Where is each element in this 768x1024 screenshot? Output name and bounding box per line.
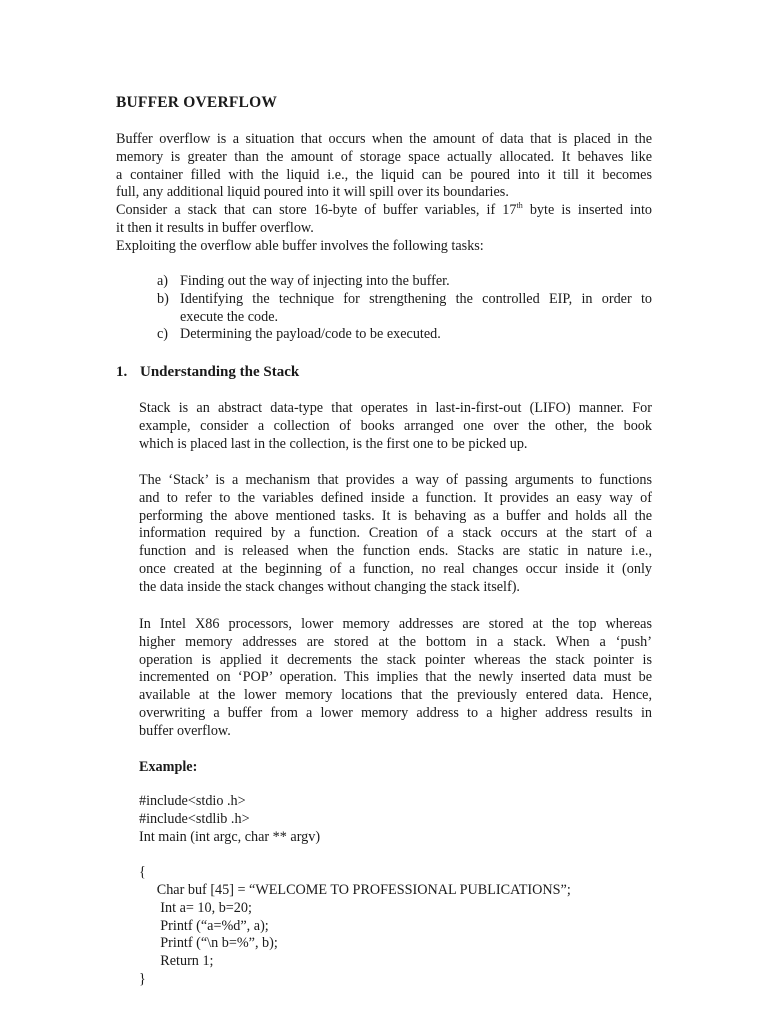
paragraph-line: example, consider a collection of books arranged one over the other, the book bbox=[139, 417, 652, 434]
intro-paragraph bbox=[116, 131, 652, 256]
paragraph-line: available at the lower memory locations that the previously entered data. Hence, bbox=[139, 687, 652, 704]
paragraph-line: function and is released when the function ends. Stacks are static in nature i.e., bbox=[139, 543, 652, 560]
exploiting-line: Exploiting the overflow able buffer involves the following tasks: bbox=[116, 237, 484, 254]
paragraph-line: incremented on ‘POP’ operation. This implies that the newly inserted data must be bbox=[139, 669, 652, 686]
paragraph-line: The ‘Stack’ is a mechanism that provides a way of passing arguments to functions bbox=[139, 472, 652, 488]
paragraph-line: Stack is an abstract data-type that operates in last-in-first-out (LIFO) manner. For bbox=[139, 400, 652, 416]
code-line: #include<stdio .h> bbox=[139, 793, 246, 809]
superscript-th: th bbox=[516, 201, 523, 211]
code-line: Char buf [45] = “WELCOME TO PROFESSIONAL PUBLICATIONS”; bbox=[139, 881, 571, 898]
task-list bbox=[157, 273, 652, 344]
code-line: Printf (“a=%d”, a); bbox=[139, 917, 269, 934]
paragraph-line: higher memory addresses are stored at the bottom in a stack. When a ‘push’ bbox=[139, 633, 652, 650]
paragraph-line: In Intel X86 processors, lower memory addresses are stored at the top whereas bbox=[139, 616, 652, 632]
intro-line: Buffer overflow is a situation that occurs when the amount of data that is placed in the bbox=[116, 131, 652, 147]
code-line: Int main (int argc, char ** argv) bbox=[139, 828, 321, 845]
paragraph-line: performing the above mentioned tasks. It is behaving as a buffer and holds all the bbox=[139, 507, 652, 524]
consider-text: Consider a stack that can store 16-byte of buffer variables, if 17 bbox=[116, 202, 517, 219]
code-line: Printf (“\n b=%”, b); bbox=[139, 935, 278, 952]
list-item-text: Finding out the way of injecting into the buffer. bbox=[180, 273, 450, 289]
code-line bbox=[139, 846, 659, 864]
consider-line bbox=[116, 202, 652, 220]
intro-line: a container filled with the liquid i.e., the liquid can be poured into it till it becomes bbox=[116, 166, 652, 183]
paragraph-line: buffer overflow. bbox=[139, 722, 231, 739]
paragraph-line: information required by a function. Creation of a stack occurs at the start of a bbox=[139, 525, 652, 542]
paragraph-line: once created at the beginning of a function, no real changes occur inside it (only bbox=[139, 560, 652, 577]
section-number: 1. bbox=[116, 364, 128, 380]
code-line: Int a= 10, b=20; bbox=[139, 899, 252, 916]
code-line: { bbox=[139, 864, 146, 881]
list-item-text: Identifying the technique for strengthening the controlled EIP, in order to bbox=[180, 290, 652, 307]
section-heading bbox=[116, 364, 299, 382]
example-label: Example: bbox=[139, 759, 198, 775]
list-marker: c) bbox=[157, 326, 169, 343]
code-line: Return 1; bbox=[139, 953, 214, 970]
list-marker: a) bbox=[157, 273, 169, 289]
code-line: } bbox=[139, 970, 146, 987]
paragraph-line: operation is applied it decrements the stack pointer whereas the stack pointer is bbox=[139, 651, 652, 668]
paragraph-line: and to refer to the variables defined inside a function. It provides an easy way of bbox=[139, 489, 652, 506]
intro-line: memory is greater than the amount of storage space actually allocated. It behaves like bbox=[116, 148, 652, 165]
stack-paragraph-2 bbox=[139, 472, 652, 597]
code-block bbox=[139, 793, 659, 989]
consider-line-2: it then it results in buffer overflow. bbox=[116, 219, 314, 236]
paragraph-line: the data inside the stack changes without changing the stack itself). bbox=[139, 578, 520, 595]
paragraph-line: overwriting a buffer from a lower memory address to a higher address results in bbox=[139, 704, 652, 721]
stack-paragraph-1 bbox=[139, 400, 652, 453]
list-item bbox=[157, 326, 652, 344]
list-item-text: Determining the payload/code to be executed. bbox=[180, 326, 441, 343]
consider-text-after: byte is inserted into bbox=[522, 202, 652, 219]
list-item-text: execute the code. bbox=[180, 308, 279, 325]
list-marker: b) bbox=[157, 290, 169, 307]
code-line: #include<stdlib .h> bbox=[139, 810, 250, 827]
stack-paragraph-3 bbox=[139, 616, 652, 741]
paragraph-line: which is placed last in the collection, is the first one to be picked up. bbox=[139, 435, 528, 452]
document-title: BUFFER OVERFLOW bbox=[116, 94, 278, 111]
section-title: Understanding the Stack bbox=[140, 364, 300, 380]
intro-line: full, any additional liquid poured into it will spill over its boundaries. bbox=[116, 184, 509, 201]
list-item bbox=[157, 273, 652, 291]
list-item bbox=[157, 291, 652, 327]
